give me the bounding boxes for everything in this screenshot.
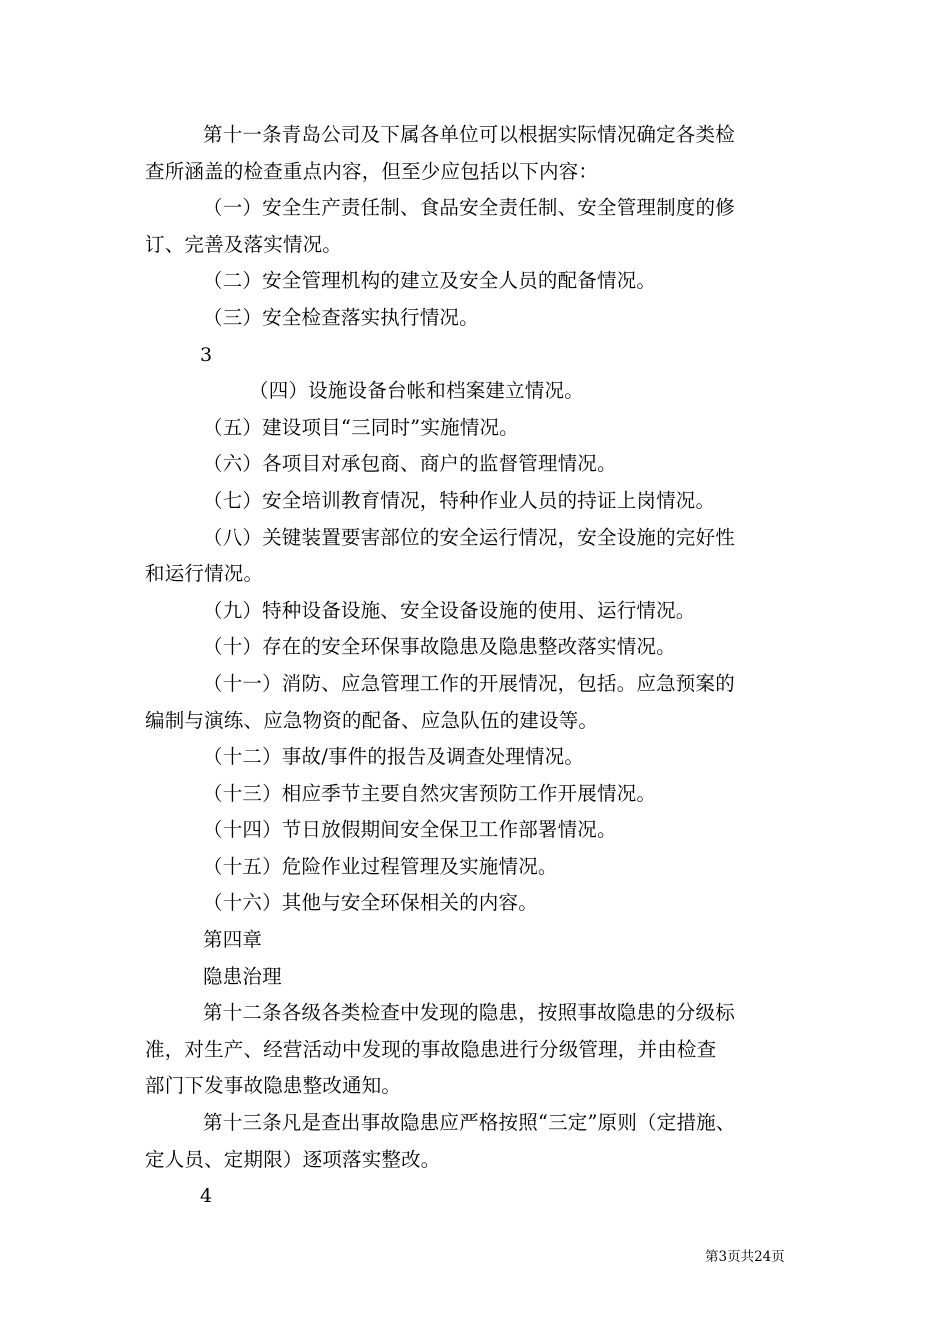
list-item-line: （五）建设项目“三同时”实施情况。	[203, 415, 519, 439]
paragraph-line: 查所涵盖的检查重点内容，但至少应包括以下内容：	[145, 159, 599, 183]
chapter-title: 隐患治理	[203, 964, 282, 988]
inline-page-number: 4	[200, 1185, 213, 1208]
chapter-number: 第四章	[203, 928, 263, 952]
paragraph-line: 定人员、定期限）逐项落实整改。	[145, 1147, 441, 1171]
list-item-line: （十二）事故/事件的报告及调查处理情况。	[203, 745, 585, 769]
paragraph-line: 部门下发事故隐患整改通知。	[145, 1074, 402, 1098]
list-item-line: （十四）节日放假期间安全保卫工作部署情况。	[203, 818, 617, 842]
list-item-line: （十一）消防、应急管理工作的开展情况，包括。应急预案的	[203, 671, 735, 695]
list-item-line: 和运行情况。	[145, 562, 264, 586]
list-item-line: （七）安全培训教育情况，特种作业人员的持证上岗情况。	[203, 488, 716, 512]
list-item-line: （二）安全管理机构的建立及安全人员的配备情况。	[203, 269, 657, 293]
list-item-line: （十）存在的安全环保事故隐患及隐患整改落实情况。	[203, 635, 676, 659]
list-item-line: （十六）其他与安全环保相关的内容。	[203, 891, 538, 915]
list-item-line: 编制与演练、应急物资的配备、应急队伍的建设等。	[145, 708, 599, 732]
list-item-line: （十三）相应季节主要自然灾害预防工作开展情况。	[203, 781, 657, 805]
list-item-line: （九）特种设备设施、安全设备设施的使用、运行情况。	[203, 598, 696, 622]
paragraph-line: 第十一条青岛公司及下属各单位可以根据实际情况确定各类检	[203, 123, 735, 146]
list-item-line: 订、完善及落实情况。	[145, 232, 343, 256]
list-item-line: （六）各项目对承包商、商户的监督管理情况。	[203, 452, 617, 476]
document-body	[145, 117, 810, 1215]
list-item-line: （一）安全生产责任制、食品安全责任制、安全管理制度的修	[203, 196, 735, 220]
list-item-line: （八）关键装置要害部位的安全运行情况，安全设施的完好性	[203, 525, 735, 549]
list-item-line: （四）设施设备台帐和档案建立情况。	[249, 379, 584, 403]
paragraph-line: 第十三条凡是查出事故隐患应严格按照“三定”原则（定措施、	[203, 1111, 736, 1135]
paragraph-line: 准，对生产、经营活动中发现的事故隐患进行分级管理，并由检查	[145, 1037, 717, 1061]
paragraph-line: 第十二条各级各类检查中发现的隐患，按照事故隐患的分级标	[203, 1001, 735, 1025]
list-item-line: （十五）危险作业过程管理及实施情况。	[203, 854, 558, 878]
inline-page-number: 3	[200, 343, 213, 366]
page-footer: 第3页共24页	[705, 1249, 785, 1265]
list-item-line: （三）安全检查落实执行情况。	[203, 305, 479, 329]
